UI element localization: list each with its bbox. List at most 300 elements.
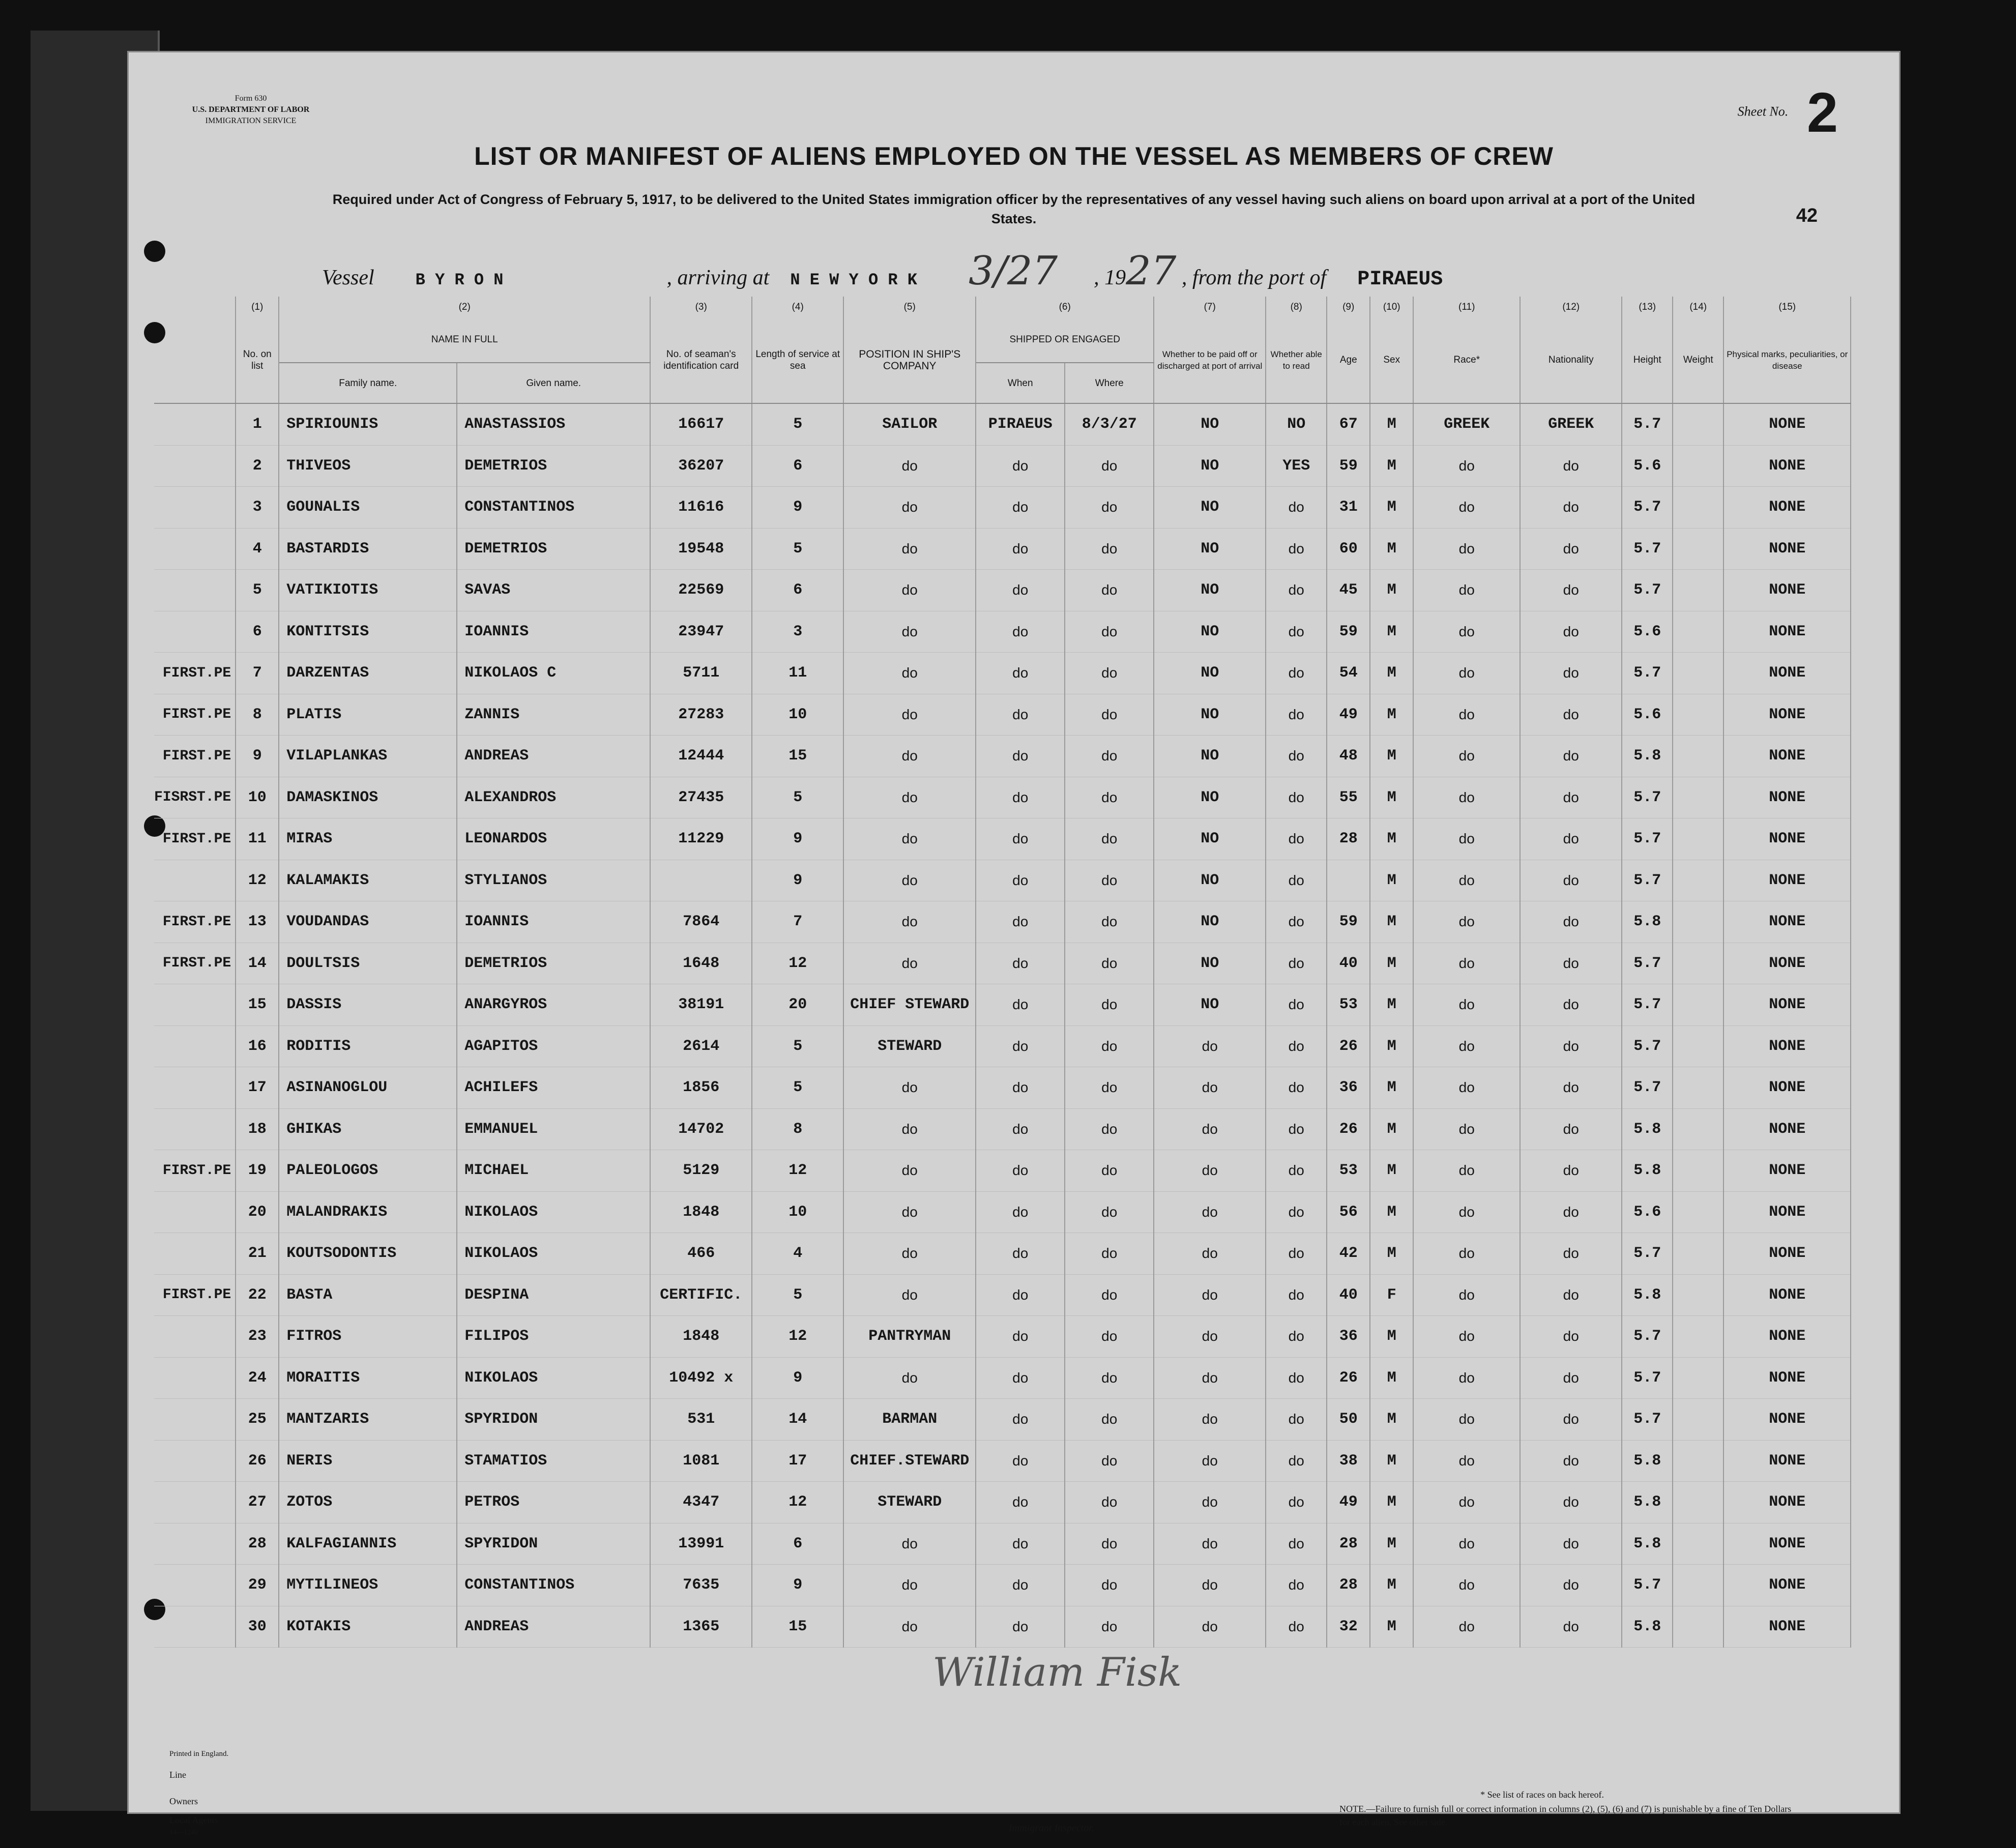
cell-shipped-when: do [976,1233,1065,1275]
cell-physical-marks: NONE [1723,1523,1851,1565]
cell-length-of-service: 6 [752,445,843,487]
cell-height: 5.8 [1622,1523,1673,1565]
cell-able-to-read: do [1266,1108,1327,1150]
cell-position: SAILOR [843,403,976,445]
cell-height: 5.7 [1622,1316,1673,1358]
cell-paid-off: do [1154,1565,1266,1606]
cell-row-note [154,528,236,570]
cell-seaman-card-number: 13991 [650,1523,752,1565]
cell-weight [1673,860,1723,901]
cell-row-note: FIRST.PE [154,1150,236,1192]
table-row [154,984,1851,1026]
cell-shipped-when: do [976,653,1065,694]
cell-position: do [843,1274,976,1316]
cell-able-to-read: do [1266,1482,1327,1523]
cell-height: 5.8 [1622,1274,1673,1316]
cell-seaman-card-number: 11229 [650,818,752,860]
cell-length-of-service: 15 [752,736,843,777]
cell-age: 36 [1327,1067,1370,1109]
cell-row-note [154,1357,236,1399]
cell-seaman-card-number: 16617 [650,403,752,445]
cell-row-number: 21 [236,1233,279,1275]
cell-weight [1673,1440,1723,1482]
cell-race: do [1413,611,1520,653]
cell-family-name: KOUTSODONTIS [279,1233,457,1275]
cell-family-name: DARZENTAS [279,653,457,694]
cell-shipped-when: do [976,1108,1065,1150]
cell-position: do [843,860,976,901]
col-num: (13) [1622,297,1673,317]
cell-shipped-when: do [976,445,1065,487]
cell-row-number: 2 [236,445,279,487]
cell-given-name: NIKOLAOS C [457,653,650,694]
cell-weight [1673,487,1723,529]
cell-family-name: ASINANOGLOU [279,1067,457,1109]
cell-weight [1673,611,1723,653]
cell-row-number: 9 [236,736,279,777]
table-row [154,860,1851,901]
cell-race: do [1413,694,1520,736]
cell-shipped-when: do [976,1357,1065,1399]
cell-shipped-when: PIRAEUS [976,403,1065,445]
cell-able-to-read: do [1266,1274,1327,1316]
table-row [154,1523,1851,1565]
local-agents [169,1814,228,1838]
cell-able-to-read: do [1266,694,1327,736]
cell-row-number: 26 [236,1440,279,1482]
cell-family-name: NERIS [279,1440,457,1482]
cell-age: 50 [1327,1399,1370,1441]
cell-row-number: 29 [236,1565,279,1606]
cell-row-number: 23 [236,1316,279,1358]
cell-shipped-when: do [976,487,1065,529]
cell-race: do [1413,1274,1520,1316]
cell-race: do [1413,445,1520,487]
cell-age: 28 [1327,1565,1370,1606]
footer-left [169,1746,228,1838]
cell-given-name: MICHAEL [457,1150,650,1192]
cell-sex: M [1370,570,1413,611]
cell-physical-marks: NONE [1723,1274,1851,1316]
cell-given-name: SAVAS [457,570,650,611]
cell-paid-off: do [1154,1233,1266,1275]
cell-shipped-where: do [1065,611,1154,653]
cell-race: do [1413,860,1520,901]
cell-position: BARMAN [843,1399,976,1441]
cell-row-number: 22 [236,1274,279,1316]
cell-row-note [154,1399,236,1441]
cell-seaman-card-number: 1848 [650,1316,752,1358]
cell-shipped-when: do [976,736,1065,777]
table-row [154,1274,1851,1316]
table-row [154,943,1851,984]
cell-seaman-card-number: 22569 [650,570,752,611]
cell-race: do [1413,1150,1520,1192]
cell-able-to-read: do [1266,1316,1327,1358]
cell-given-name: AGAPITOS [457,1025,650,1067]
cell-length-of-service: 9 [752,1565,843,1606]
cell-height: 5.8 [1622,1150,1673,1192]
cell-physical-marks: NONE [1723,445,1851,487]
cell-physical-marks: NONE [1723,570,1851,611]
cell-seaman-card-number: 1648 [650,943,752,984]
cell-sex: M [1370,1316,1413,1358]
cell-row-number: 1 [236,403,279,445]
cell-shipped-when: do [976,1565,1065,1606]
cell-nationality: do [1520,445,1622,487]
col-num: (7) [1154,297,1266,317]
form-number: Form 630 [235,94,267,103]
cell-sex: M [1370,1025,1413,1067]
cell-height: 5.7 [1622,1025,1673,1067]
cell-sex: M [1370,818,1413,860]
cell-paid-off: do [1154,1357,1266,1399]
cell-physical-marks: NONE [1723,1233,1851,1275]
cell-row-number: 6 [236,611,279,653]
cell-row-note [154,1316,236,1358]
cell-height: 5.8 [1622,1108,1673,1150]
cell-paid-off: NO [1154,403,1266,445]
cell-paid-off: NO [1154,445,1266,487]
header-seaman-card: No. of seaman's identification card [650,317,752,403]
arrival-port: N E W Y O R K [790,271,917,289]
cell-row-note [154,1565,236,1606]
cell-weight [1673,1274,1723,1316]
cell-race: do [1413,1523,1520,1565]
cell-position: do [843,1150,976,1192]
cell-row-note [154,487,236,529]
year-prefix: , 19 [1094,266,1126,289]
cell-position: do [843,1233,976,1275]
cell-weight [1673,1523,1723,1565]
races-note: * See list of races on back hereof. [1480,1790,1604,1800]
header-when: When [976,363,1065,403]
cell-nationality: do [1520,943,1622,984]
cell-paid-off: do [1154,1399,1266,1441]
cell-row-number: 4 [236,528,279,570]
cell-height: 5.8 [1622,1440,1673,1482]
table-row [154,901,1851,943]
cell-position: do [843,611,976,653]
cell-height: 5.6 [1622,694,1673,736]
cell-physical-marks: NONE [1723,694,1851,736]
cell-sex: M [1370,1067,1413,1109]
cell-able-to-read: do [1266,1233,1327,1275]
cell-physical-marks: NONE [1723,901,1851,943]
cell-nationality: do [1520,984,1622,1026]
cell-seaman-card-number: CERTIFIC. [650,1274,752,1316]
cell-family-name: KOTAKIS [279,1606,457,1648]
cell-family-name: PLATIS [279,694,457,736]
cell-family-name: KALAMAKIS [279,860,457,901]
cell-age: 42 [1327,1233,1370,1275]
cell-weight [1673,1108,1723,1150]
cell-age: 48 [1327,736,1370,777]
cell-paid-off: NO [1154,736,1266,777]
cell-sex: M [1370,445,1413,487]
cell-able-to-read: do [1266,1150,1327,1192]
arrival-date: 3/27 [968,248,1058,294]
cell-height: 5.7 [1622,403,1673,445]
cell-shipped-where: do [1065,1150,1154,1192]
cell-length-of-service: 15 [752,1606,843,1648]
cell-shipped-when: do [976,1191,1065,1233]
cell-able-to-read: do [1266,901,1327,943]
table-row [154,1482,1851,1523]
cell-position: do [843,1108,976,1150]
cell-position: CHIEF STEWARD [843,984,976,1026]
table-row [154,403,1851,445]
cell-nationality: do [1520,653,1622,694]
page-subtitle: Required under Act of Congress of February 5, 1917, to be delivered to the United States immigration officer by the representatives of any vessel having such aliens on board upon arrival at a port of the United States. [332,192,1696,226]
cell-shipped-where: do [1065,528,1154,570]
cell-row-number: 5 [236,570,279,611]
cell-length-of-service: 3 [752,611,843,653]
cell-paid-off: do [1154,1440,1266,1482]
cell-able-to-read: do [1266,1399,1327,1441]
cell-seaman-card-number: 1848 [650,1191,752,1233]
cell-row-note: FIRST.PE [154,1274,236,1316]
cell-age: 49 [1327,1482,1370,1523]
manifest-rows [154,403,1851,1648]
cell-shipped-where: do [1065,818,1154,860]
cell-sex: M [1370,1606,1413,1648]
cell-paid-off: do [1154,1523,1266,1565]
cell-seaman-card-number: 531 [650,1399,752,1441]
cell-seaman-card-number: 10492 x [650,1357,752,1399]
cell-given-name: ANASTASSIOS [457,403,650,445]
cell-able-to-read: do [1266,1565,1327,1606]
cell-able-to-read: YES [1266,445,1327,487]
cell-row-note [154,1233,236,1275]
cell-given-name: LEONARDOS [457,818,650,860]
cell-position: do [843,901,976,943]
cell-paid-off: NO [1154,528,1266,570]
cell-row-number: 3 [236,487,279,529]
cell-shipped-when: do [976,1440,1065,1482]
cell-seaman-card-number: 1081 [650,1440,752,1482]
cell-shipped-where: do [1065,1399,1154,1441]
cell-weight [1673,1233,1723,1275]
header-height: Height [1622,317,1673,403]
cell-race: do [1413,818,1520,860]
cell-sex: M [1370,1233,1413,1275]
cell-given-name: DESPINA [457,1274,650,1316]
table-row [154,818,1851,860]
cell-position: do [843,1606,976,1648]
cell-seaman-card-number: 5129 [650,1150,752,1192]
col-num: (4) [752,297,843,317]
cell-shipped-where: do [1065,943,1154,984]
cell-age: 40 [1327,943,1370,984]
cell-position: do [843,1191,976,1233]
header-position: POSITION IN SHIP'S COMPANY [843,317,976,403]
table-row [154,1606,1851,1648]
cell-able-to-read: do [1266,1191,1327,1233]
cell-row-note [154,1191,236,1233]
cell-sex: M [1370,1482,1413,1523]
cell-physical-marks: NONE [1723,1357,1851,1399]
cell-row-note [154,1025,236,1067]
cell-able-to-read: NO [1266,403,1327,445]
cell-shipped-when: do [976,1150,1065,1192]
cell-sex: M [1370,901,1413,943]
cell-nationality: do [1520,1357,1622,1399]
header-sex: Sex [1370,317,1413,403]
cell-nationality: do [1520,1233,1622,1275]
cell-row-note [154,984,236,1026]
cell-height: 5.6 [1622,1191,1673,1233]
cell-shipped-where: do [1065,1274,1154,1316]
cell-length-of-service: 9 [752,818,843,860]
cell-length-of-service: 11 [752,653,843,694]
cell-shipped-when: do [976,1523,1065,1565]
departure-port: PIRAEUS [1357,268,1443,291]
cell-row-number: 7 [236,653,279,694]
header-no-on-list: No. on list [236,317,279,403]
cell-physical-marks: NONE [1723,1108,1851,1150]
cell-able-to-read: do [1266,943,1327,984]
form-info [169,93,332,127]
cell-weight [1673,1482,1723,1523]
cell-height: 5.7 [1622,1399,1673,1441]
cell-position: do [843,694,976,736]
header-shipped-engaged: SHIPPED OR ENGAGED [976,317,1154,363]
table-row [154,1191,1851,1233]
cell-weight [1673,1150,1723,1192]
cell-paid-off: do [1154,1191,1266,1233]
cell-physical-marks: NONE [1723,611,1851,653]
header-where: Where [1065,363,1154,403]
cell-row-note: FIRST.PE [154,901,236,943]
cell-shipped-where: do [1065,1523,1154,1565]
cell-height: 5.7 [1622,570,1673,611]
cell-race: do [1413,653,1520,694]
punch-hole [144,241,165,262]
cell-weight [1673,1399,1723,1441]
cell-weight [1673,1191,1723,1233]
cell-sex: M [1370,487,1413,529]
cell-seaman-card-number: 466 [650,1233,752,1275]
cell-physical-marks: NONE [1723,653,1851,694]
cell-length-of-service: 6 [752,570,843,611]
cell-sex: M [1370,777,1413,818]
cell-able-to-read: do [1266,818,1327,860]
cell-row-note: FIRST.PE [154,818,236,860]
cell-shipped-where: do [1065,694,1154,736]
cell-length-of-service: 5 [752,1067,843,1109]
cell-given-name: NIKOLAOS [457,1191,650,1233]
cell-physical-marks: NONE [1723,818,1851,860]
cell-seaman-card-number: 2614 [650,1025,752,1067]
cell-paid-off: NO [1154,818,1266,860]
cell-sex: M [1370,1108,1413,1150]
cell-shipped-when: do [976,1316,1065,1358]
line-label: Line [169,1770,186,1780]
cell-shipped-where: do [1065,860,1154,901]
cell-row-number: 12 [236,860,279,901]
cell-weight [1673,1606,1723,1648]
cell-length-of-service: 12 [752,1316,843,1358]
arriving-label: , arriving at [666,266,770,289]
cell-family-name: VOUDANDAS [279,901,457,943]
cell-nationality: do [1520,1606,1622,1648]
cell-family-name: DASSIS [279,984,457,1026]
cell-shipped-when: do [976,694,1065,736]
cell-given-name: STYLIANOS [457,860,650,901]
cell-physical-marks: NONE [1723,1067,1851,1109]
cell-row-number: 11 [236,818,279,860]
table-row [154,487,1851,529]
cell-height: 5.7 [1622,943,1673,984]
cell-height: 5.7 [1622,818,1673,860]
cell-row-number: 24 [236,1357,279,1399]
table-row [154,611,1851,653]
cell-family-name: RODITIS [279,1025,457,1067]
cell-row-number: 10 [236,777,279,818]
cell-given-name: CONSTANTINOS [457,487,650,529]
cell-race: do [1413,943,1520,984]
sheet-number-value: 2 [1806,81,1838,144]
cell-position: PANTRYMAN [843,1316,976,1358]
table-row [154,777,1851,818]
cell-race: do [1413,1067,1520,1109]
cell-row-number: 30 [236,1606,279,1648]
cell-row-number: 15 [236,984,279,1026]
cell-seaman-card-number [650,860,752,901]
cell-family-name: MIRAS [279,818,457,860]
cell-weight [1673,403,1723,445]
cell-paid-off: NO [1154,777,1266,818]
cell-paid-off: NO [1154,901,1266,943]
cell-row-note: FIRST.PE [154,736,236,777]
cell-shipped-when: do [976,1067,1065,1109]
cell-age: 32 [1327,1606,1370,1648]
form-code: 14—1240 [169,1829,198,1836]
table-row [154,1440,1851,1482]
cell-race: do [1413,570,1520,611]
cell-row-number: 19 [236,1150,279,1192]
cell-length-of-service: 9 [752,487,843,529]
cell-shipped-where: do [1065,1233,1154,1275]
cell-length-of-service: 10 [752,694,843,736]
cell-given-name: ZANNIS [457,694,650,736]
cell-race: do [1413,1025,1520,1067]
cell-shipped-where: do [1065,736,1154,777]
cell-seaman-card-number: 36207 [650,445,752,487]
cell-shipped-when: do [976,611,1065,653]
cell-length-of-service: 9 [752,860,843,901]
cell-physical-marks: NONE [1723,487,1851,529]
cell-weight [1673,653,1723,694]
cell-weight [1673,736,1723,777]
col-notes [154,317,236,403]
cell-position: do [843,1523,976,1565]
table-row [154,1565,1851,1606]
cell-race: do [1413,777,1520,818]
cell-sex: M [1370,1150,1413,1192]
cell-weight [1673,1025,1723,1067]
cell-sex: M [1370,1440,1413,1482]
cell-length-of-service: 9 [752,1357,843,1399]
cell-age: 45 [1327,570,1370,611]
sheet-number [1738,80,1838,145]
cell-physical-marks: NONE [1723,1025,1851,1067]
cell-family-name: GHIKAS [279,1108,457,1150]
col-num: (10) [1370,297,1413,317]
cell-family-name: VILAPLANKAS [279,736,457,777]
cell-shipped-where: do [1065,1606,1154,1648]
